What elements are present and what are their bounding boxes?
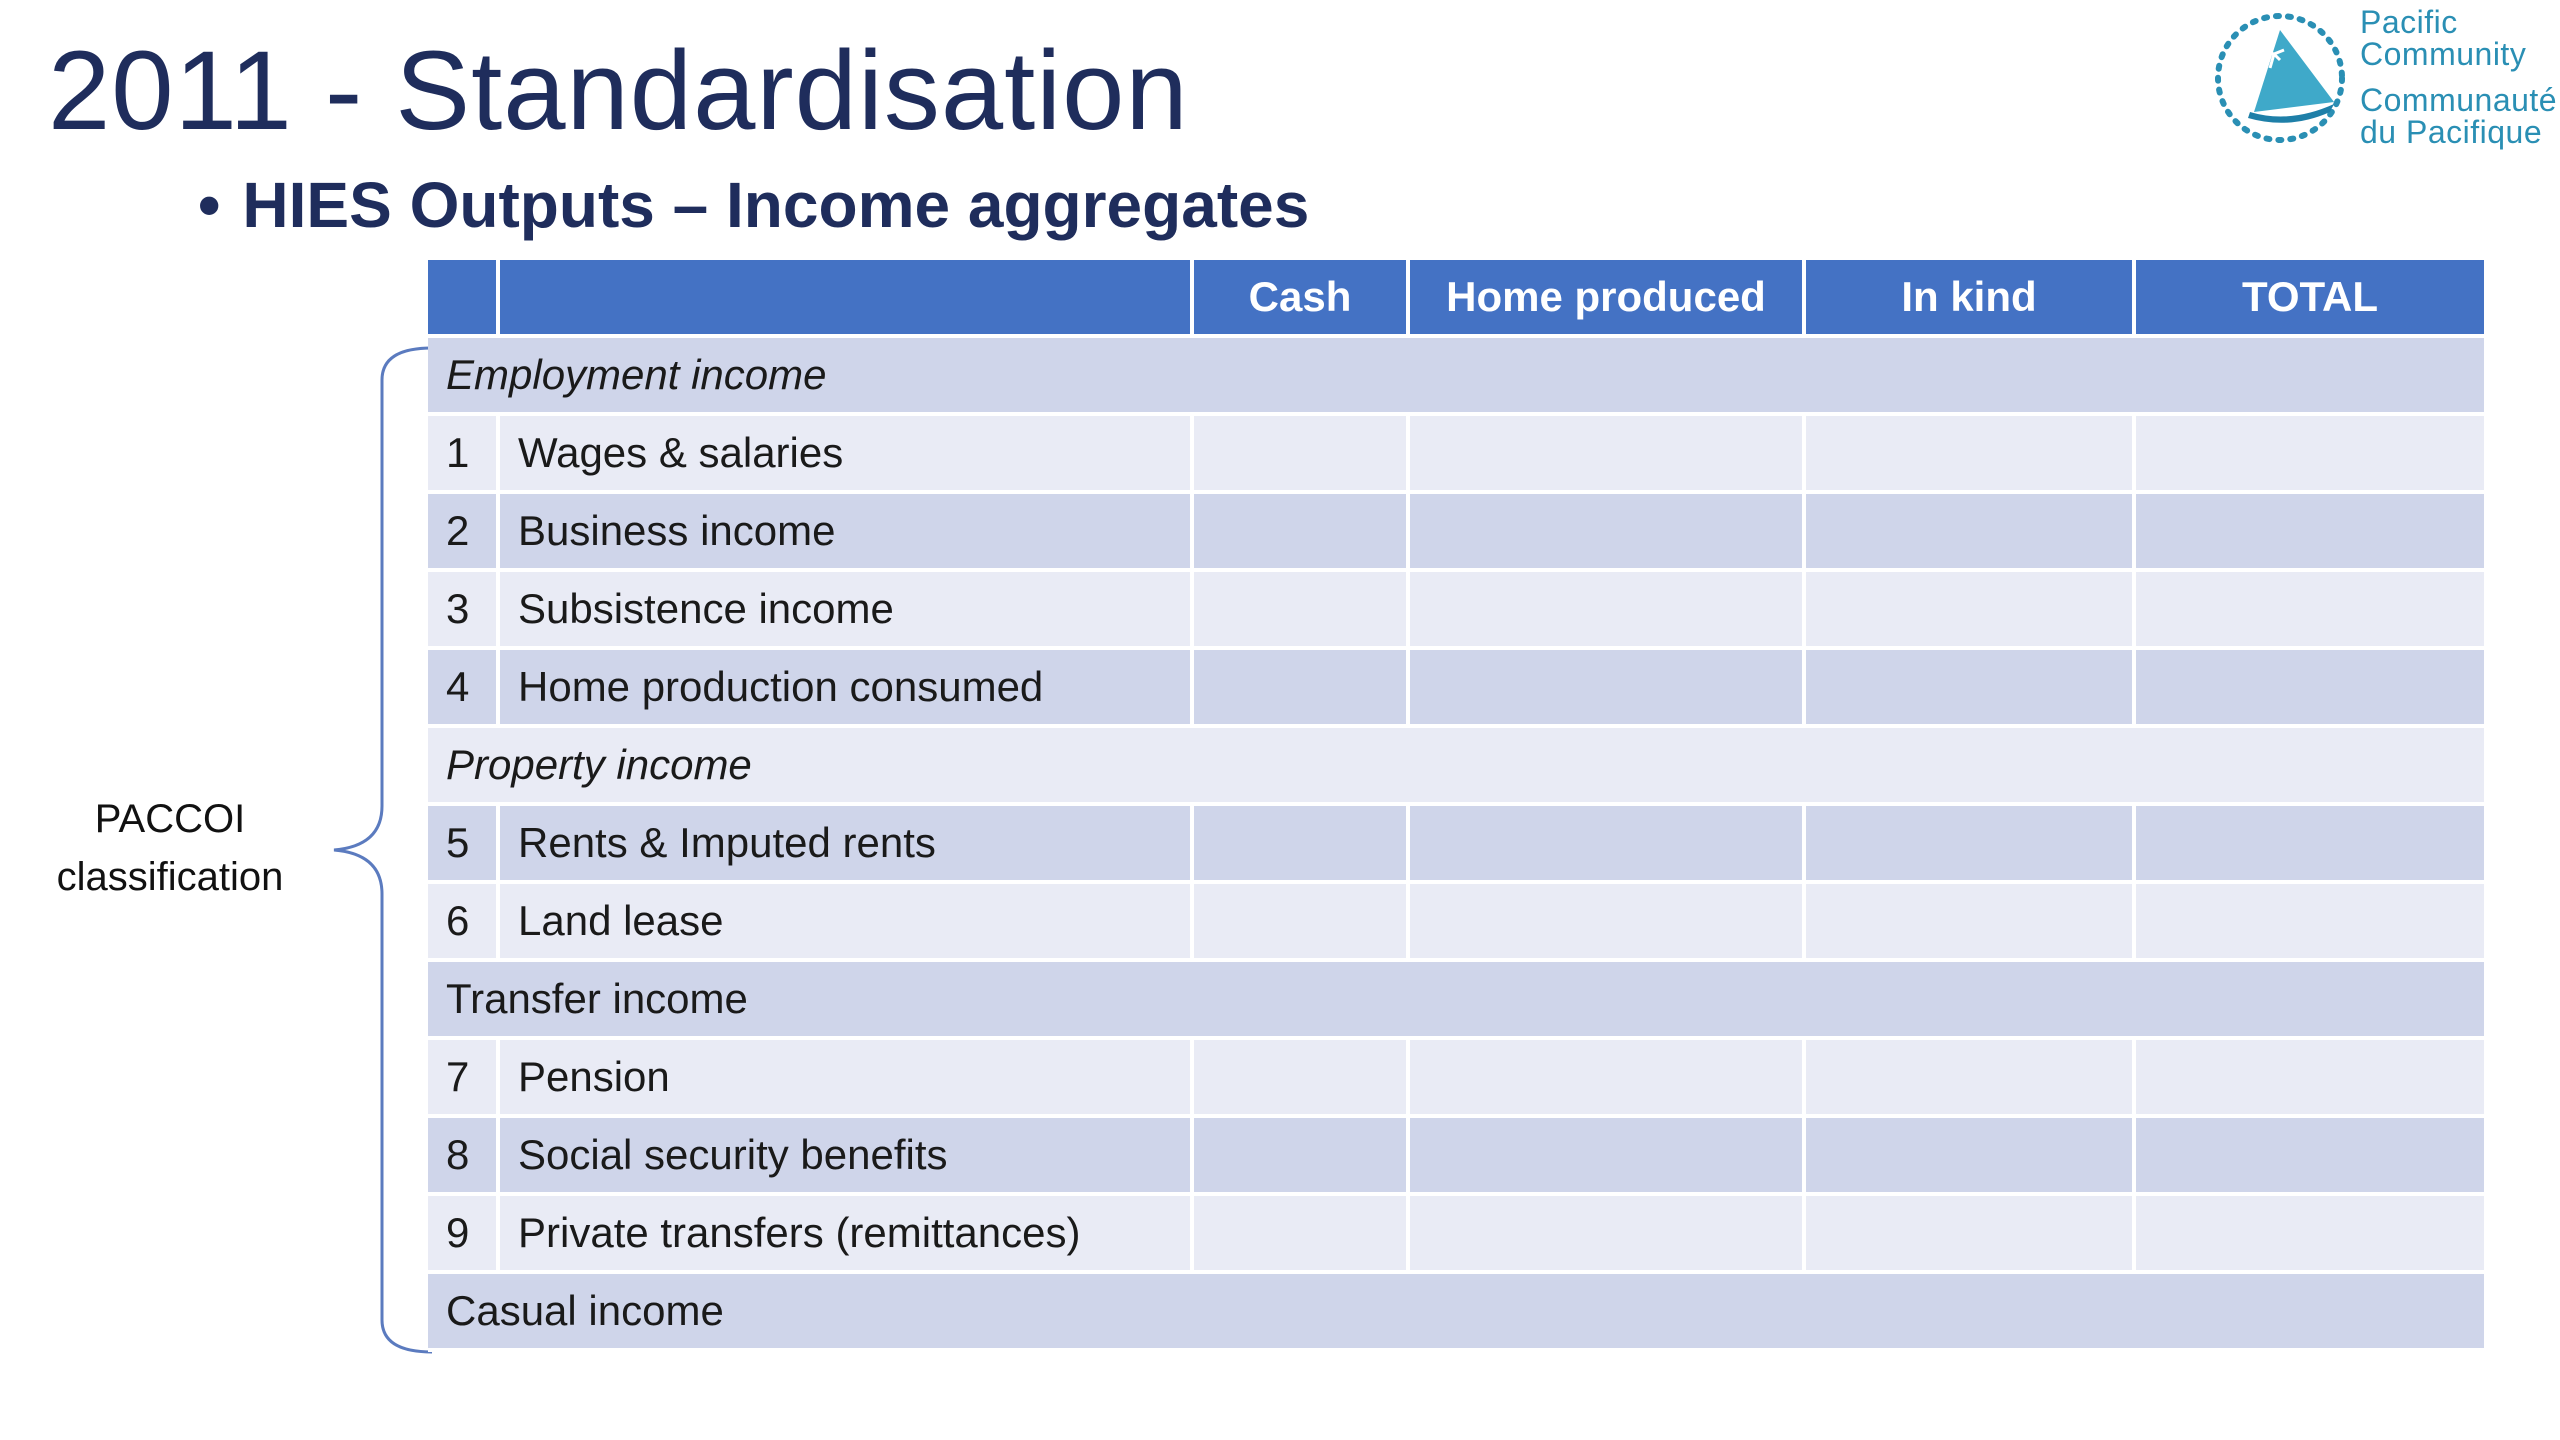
logo-text-line2: Community bbox=[2360, 36, 2527, 72]
cell-cash bbox=[1194, 1196, 1410, 1270]
cell-cash bbox=[1194, 884, 1410, 958]
cell-in-kind bbox=[1806, 1196, 2136, 1270]
cell-total bbox=[2136, 1040, 2484, 1114]
paccoi-label-line2: classification bbox=[56, 855, 284, 899]
income-aggregates-table bbox=[428, 260, 2484, 1352]
table-row bbox=[428, 806, 2484, 884]
cell-cash bbox=[1194, 1118, 1410, 1192]
cell-home-produced bbox=[1410, 650, 1806, 724]
table-row bbox=[428, 650, 2484, 728]
row-label: Subsistence income bbox=[500, 572, 1194, 646]
logo-text-line4: du Pacifique bbox=[2360, 114, 2543, 150]
section-label: Transfer income bbox=[428, 962, 2484, 1036]
cell-total bbox=[2136, 572, 2484, 646]
row-number: 6 bbox=[428, 884, 500, 958]
cell-cash bbox=[1194, 806, 1410, 880]
row-label: Wages & salaries bbox=[500, 416, 1194, 490]
slide-subtitle bbox=[198, 168, 1309, 242]
cell-total bbox=[2136, 884, 2484, 958]
table-row bbox=[428, 1196, 2484, 1274]
cell-in-kind bbox=[1806, 806, 2136, 880]
section-row-property bbox=[428, 728, 2484, 806]
cell-cash bbox=[1194, 494, 1410, 568]
row-number: 8 bbox=[428, 1118, 500, 1192]
header-cell-total: TOTAL bbox=[2136, 260, 2484, 334]
cell-in-kind bbox=[1806, 416, 2136, 490]
logo-text-line1: Pacific bbox=[2360, 4, 2458, 40]
cell-total bbox=[2136, 650, 2484, 724]
header-cell-cash: Cash bbox=[1194, 260, 1410, 334]
row-label: Private transfers (remittances) bbox=[500, 1196, 1194, 1270]
table-row bbox=[428, 884, 2484, 962]
section-label: Employment income bbox=[428, 338, 2484, 412]
curly-brace bbox=[320, 340, 440, 1360]
row-number: 1 bbox=[428, 416, 500, 490]
cell-home-produced bbox=[1410, 1040, 1806, 1114]
cell-in-kind bbox=[1806, 572, 2136, 646]
header-cell-num bbox=[428, 260, 500, 334]
cell-home-produced bbox=[1410, 806, 1806, 880]
table-row bbox=[428, 572, 2484, 650]
cell-home-produced bbox=[1410, 1196, 1806, 1270]
row-label: Pension bbox=[500, 1040, 1194, 1114]
table-row bbox=[428, 494, 2484, 572]
table-header-row bbox=[428, 260, 2484, 338]
row-label: Business income bbox=[500, 494, 1194, 568]
paccoi-label bbox=[30, 790, 310, 906]
table-row bbox=[428, 1118, 2484, 1196]
subtitle-text: HIES Outputs – Income aggregates bbox=[242, 169, 1310, 241]
row-label: Rents & Imputed rents bbox=[500, 806, 1194, 880]
cell-cash bbox=[1194, 650, 1410, 724]
row-number: 5 bbox=[428, 806, 500, 880]
section-label: Casual income bbox=[428, 1274, 2484, 1348]
row-number: 9 bbox=[428, 1196, 500, 1270]
row-number: 3 bbox=[428, 572, 500, 646]
cell-home-produced bbox=[1410, 494, 1806, 568]
cell-total bbox=[2136, 1118, 2484, 1192]
cell-cash bbox=[1194, 572, 1410, 646]
header-cell-label bbox=[500, 260, 1194, 334]
table-row bbox=[428, 1040, 2484, 1118]
bullet-marker: • bbox=[198, 169, 221, 241]
cell-total bbox=[2136, 416, 2484, 490]
cell-in-kind bbox=[1806, 1040, 2136, 1114]
cell-in-kind bbox=[1806, 650, 2136, 724]
logo-text-line3: Communauté bbox=[2360, 82, 2558, 118]
row-number: 2 bbox=[428, 494, 500, 568]
section-label: Property income bbox=[428, 728, 2484, 802]
cell-in-kind bbox=[1806, 1118, 2136, 1192]
table-row bbox=[428, 416, 2484, 494]
paccoi-label-line1: PACCOI bbox=[94, 797, 246, 841]
cell-cash bbox=[1194, 1040, 1410, 1114]
row-number: 4 bbox=[428, 650, 500, 724]
cell-in-kind bbox=[1806, 494, 2136, 568]
row-label: Social security benefits bbox=[500, 1118, 1194, 1192]
section-row-transfer bbox=[428, 962, 2484, 1040]
cell-in-kind bbox=[1806, 884, 2136, 958]
cell-cash bbox=[1194, 416, 1410, 490]
slide-title: 2011 - Standardisation bbox=[48, 28, 1189, 153]
row-label: Home production consumed bbox=[500, 650, 1194, 724]
pacific-community-logo bbox=[2200, 0, 2560, 160]
cell-total bbox=[2136, 494, 2484, 568]
section-row-employment bbox=[428, 338, 2484, 416]
section-row-casual bbox=[428, 1274, 2484, 1352]
cell-total bbox=[2136, 806, 2484, 880]
row-number: 7 bbox=[428, 1040, 500, 1114]
cell-home-produced bbox=[1410, 416, 1806, 490]
cell-home-produced bbox=[1410, 1118, 1806, 1192]
logo-emblem-icon bbox=[2210, 8, 2350, 148]
header-cell-home-produced: Home produced bbox=[1410, 260, 1806, 334]
header-cell-in-kind: In kind bbox=[1806, 260, 2136, 334]
cell-total bbox=[2136, 1196, 2484, 1270]
cell-home-produced bbox=[1410, 884, 1806, 958]
row-label: Land lease bbox=[500, 884, 1194, 958]
cell-home-produced bbox=[1410, 572, 1806, 646]
